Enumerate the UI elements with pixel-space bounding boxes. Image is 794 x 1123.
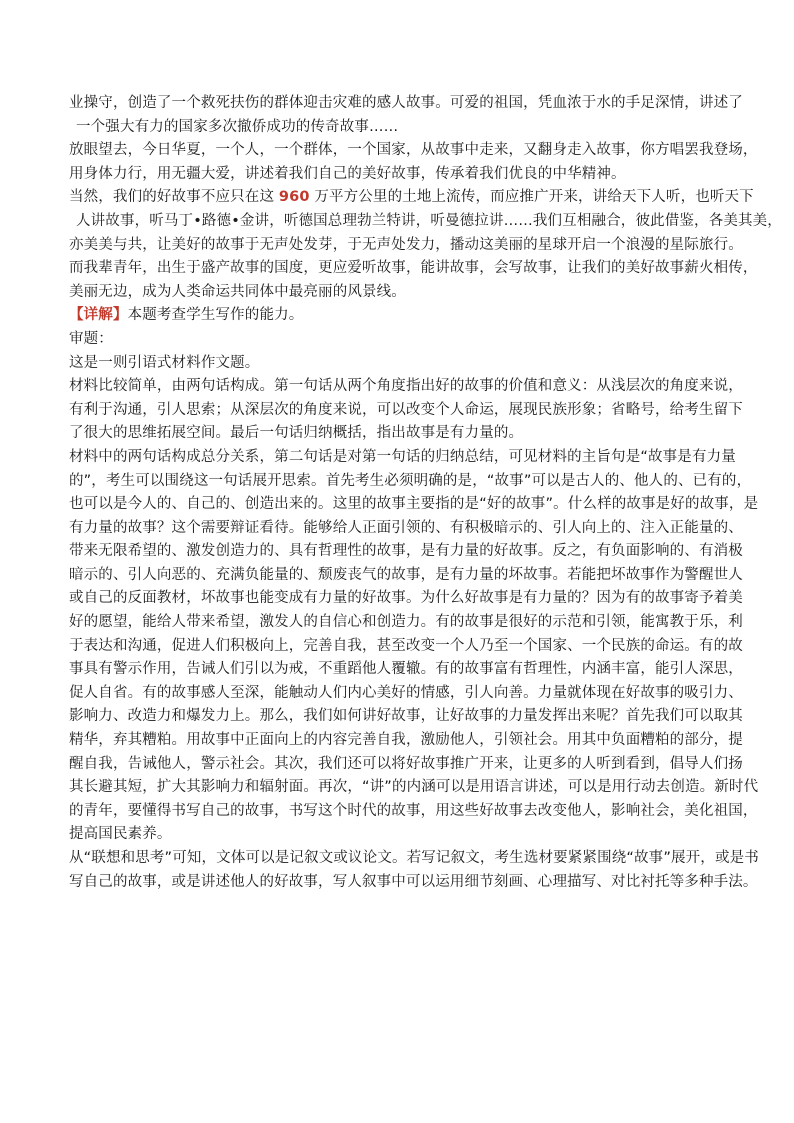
text-line: 用身体力行，用无疆大爱，讲述着我们自己的美好故事，传承着我们优良的中华精神。	[69, 165, 626, 182]
text-line: 了很大的思维拓展空间。最后一句话归纳概括，指出故事是有力量的。	[69, 425, 524, 442]
text-line: 促人自省。有的故事感人至深，能触动人们内心美好的情感，引人向善。力量就体现在好故事的吸引力、	[69, 684, 743, 701]
text-line	[69, 304, 739, 328]
text-line: 美丽无边，成为人类命运共同体中最亮丽的风景线。	[69, 283, 406, 300]
text-line: 其长避其短，扩大其影响力和辐射面。再次，“讲”的内涵可以是用语言讲述，可以是用行动去创造。新时代	[69, 779, 759, 796]
text-line: 暗示的、引人向恶的、充满负能量的、颓废丧气的故事，是有力量的坏故事。若能把坏故事作为警醒世人	[69, 566, 743, 583]
paragraph-1	[69, 92, 743, 139]
document-body	[69, 92, 782, 894]
text-line: 的”，考生可以围绕这一句话展开思索。首先考生必须明确的是，“故事”可以是古人的、他人的、已有的，	[69, 472, 752, 489]
text-line: 审题：	[69, 330, 113, 347]
text-line: 于表达和沟通，促进人们积极向上，完善自我，甚至改变一个人乃至一个国家、一个民族的命运。有的故	[69, 637, 743, 654]
text-line: 醒自我，告诫他人，警示社会。其次，我们还可以将好故事推广开来，让更多的人听到看到，倡导人们扬	[69, 755, 743, 772]
text-segment: 当然，我们的好故事不应只在这	[69, 189, 279, 206]
text-line: 也可以是今人的、自己的、创造出来的。这里的故事主要指的是“好的故事”。什么样的故事是好的故事，是	[69, 496, 759, 513]
detail-tag: 【详解】	[69, 307, 128, 324]
text-line: 有利于沟通，引人思索；从深层次的角度来说，可以改变个人命运，展现民族形象；省略号，给考生留下	[69, 401, 743, 418]
text-line: 事具有警示作用，告诫人们引以为戒，不重蹈他人覆辙。有的故事富有哲理性，内涵丰富，能引人深思，	[69, 661, 743, 678]
text-line: 人讲故事，听马丁•路德•金讲，听德国总理勃兰特讲，听曼德拉讲……我们互相融合，彼此借鉴，各美其美，	[76, 212, 782, 229]
text-line: 从“联想和思考”可知，文体可以是记叙文或议论文。若写记叙文，考生选材要紧紧围绕“故事”展开，或是书	[69, 850, 759, 866]
text-line: 材料中的两句话构成总分关系，第二句话是对第一句话的归纳总结，可见材料的主旨句是“故事是有力量	[69, 448, 736, 465]
text-line: 或自己的反面教材，坏故事也能变成有力量的好故事。为什么好故事是有力量的？因为有的故事寄予着美	[69, 590, 743, 607]
text-line: 这是一则引语式材料作文题。	[69, 354, 260, 371]
text-line: 亦美美与共，让美好的故事于无声处发芽，于无声处发力，播动这美丽的星球开启一个浪漫的星际旅行。	[69, 236, 743, 253]
text-line: 而我辈青年，出生于盛产故事的国度，更应爱听故事，能讲故事，会写故事，让我们的美好故事薪火相传，	[69, 260, 758, 277]
text-line: 提高国民素养。	[69, 826, 172, 843]
text-line: 放眼望去，今日华夏，一个人，一个群体，一个国家，从故事中走来，又翻身走入故事，你方唱罢我登场，	[69, 142, 758, 159]
detail-text: 本题考查学生写作的能力。	[127, 307, 304, 324]
text-line: 有力量的故事？这个需要辩证看待。能够给人正面引领的、有积极暗示的、引人向上的、注入正能量的、	[69, 519, 743, 536]
paragraph-4	[69, 257, 758, 304]
text-line: 材料比较简单，由两句话构成。第一句话从两个角度指出好的故事的价值和意义：从浅层次的角度来说，	[69, 378, 743, 395]
review-label	[69, 328, 739, 352]
text-line: 带来无限希望的、激发创造力的、具有哲理性的故事，是有力量的好故事。反之，有负面影响的、有消极	[69, 543, 743, 560]
text-line: 影响力、改造力和爆发力上。那么，我们如何讲好故事，让好故事的力量发挥出来呢？首先我们可以取其	[69, 708, 743, 725]
highlighted-number: 960	[278, 189, 310, 206]
paragraph-3	[69, 186, 782, 257]
text-line: 精华，弃其糟粕。用故事中正面向上的内容完善自我，激励他人，引领社会。用其中负面糟粕的部分，提	[69, 732, 743, 749]
text-segment: 万平方公里的土地上流传，而应推广开来，讲给天下人听，也听天下	[309, 189, 754, 206]
text-line: 好的愿望，能给人带来希望，激发人的自信心和创造力。有的故事是很好的示范和引领，能寓教于乐，利	[69, 614, 743, 631]
paragraph-5	[69, 352, 739, 376]
text-line: 一个强大有力的国家多次撤侨成功的传奇故事……	[76, 118, 399, 135]
text-line: 业操守，创造了一个救死扶伤的群体迎击灾难的感人故事。可爱的祖国，凭血浓于水的手足深情，讲述了	[69, 95, 743, 111]
paragraph-7	[69, 446, 759, 847]
text-line: 的青年，要懂得书写自己的故事，书写这个时代的故事，用这些好故事去改变他人，影响社会，美化祖国，	[69, 802, 758, 819]
detail-heading	[69, 304, 739, 328]
paragraph-8	[69, 847, 759, 894]
text-line	[69, 186, 754, 210]
text-line: 写自己的故事，或是讲述他人的好故事，写人叙事中可以运用细节刻画、心理描写、对比衬托等多种手法。	[69, 873, 758, 890]
paragraph-6	[69, 375, 743, 446]
paragraph-2	[69, 139, 758, 186]
